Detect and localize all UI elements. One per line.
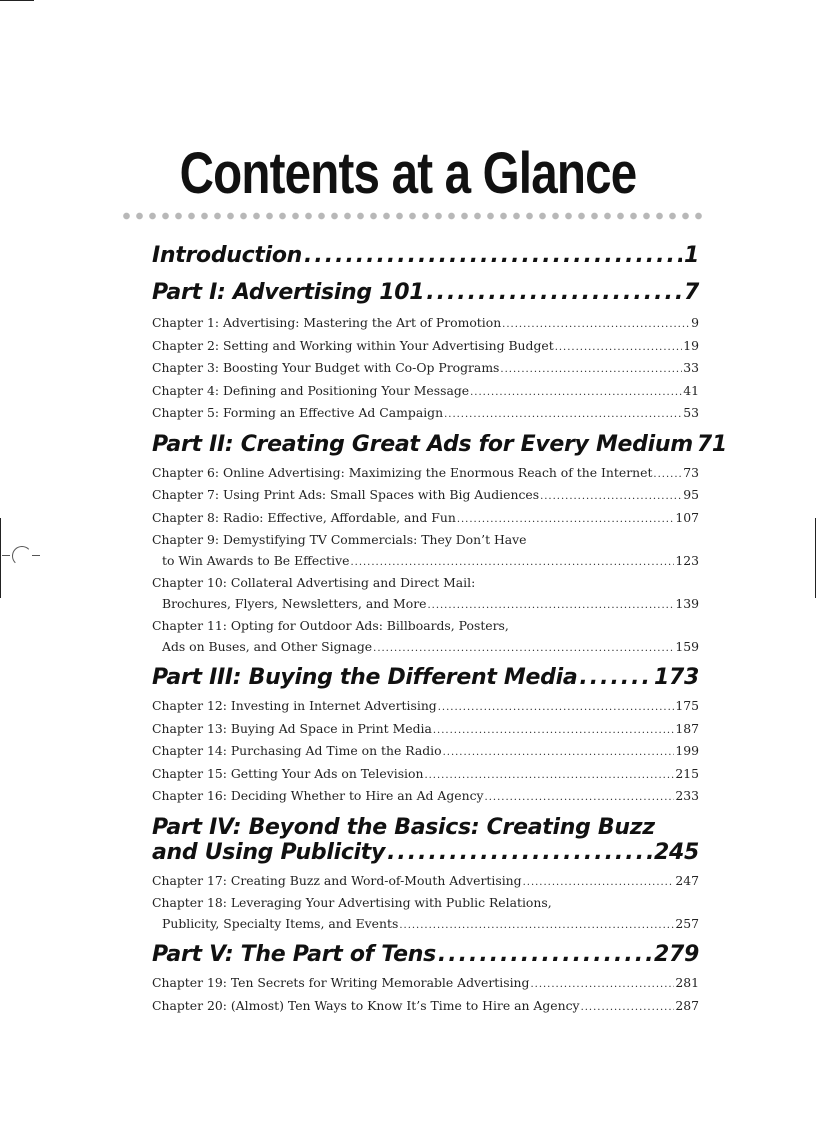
toc-chapter[interactable]	[152, 616, 699, 659]
chapter-page: 257	[675, 915, 699, 931]
dot-leader	[426, 280, 682, 305]
chapter-label: Chapter 1: Advertising: Mastering the Art of Promotion	[152, 315, 502, 330]
dot-leader	[470, 383, 682, 404]
dot-leader	[653, 465, 682, 486]
chapter-label: Chapter 4: Defining and Positioning Your Message	[152, 382, 470, 398]
toc-chapter[interactable]	[152, 893, 699, 936]
chapter-label: Chapter 7: Using Print Ads: Small Spaces with Big Audiences	[152, 487, 540, 502]
toc-chapter[interactable]	[152, 719, 699, 742]
chapter-page: 107	[675, 509, 699, 525]
toc-chapter[interactable]	[152, 996, 699, 1019]
chapter-page: 9	[691, 315, 699, 330]
page-title: Contents at a Glance	[179, 141, 637, 206]
part-label: Part III: Buying the Different Media	[152, 665, 578, 690]
dot-leader	[424, 766, 674, 787]
toc-chapter[interactable]	[152, 764, 699, 787]
chapter-label: Chapter 5: Forming an Effective Ad Campaign	[152, 405, 444, 420]
chapter-page: 281	[675, 975, 699, 990]
dot-leader	[438, 698, 675, 719]
dot-leader	[500, 360, 682, 381]
toc-entry-introduction[interactable]	[152, 243, 699, 268]
dot-leader	[387, 840, 652, 865]
toc-chapter[interactable]	[152, 871, 699, 894]
chapter-page: 53	[683, 405, 699, 420]
toc-chapter[interactable]	[152, 313, 699, 336]
toc-part-2[interactable]	[152, 431, 727, 457]
part-label: Part V: The Part of Tens	[152, 942, 436, 967]
entry-label: Introduction	[152, 243, 303, 268]
toc-chapter[interactable]	[152, 530, 699, 573]
chapter-label-line2: Publicity, Specialty Items, and Events	[162, 915, 399, 931]
chapter-list-part-5	[152, 973, 699, 1018]
chapter-page: 139	[675, 595, 699, 611]
part-label-line1: Part IV: Beyond the Basics: Creating Buzz	[152, 814, 655, 840]
toc-chapter[interactable]	[152, 973, 699, 996]
dot-leader	[555, 338, 683, 359]
dot-leader	[530, 975, 674, 996]
registration-mark-icon	[12, 546, 32, 566]
entry-page: 1	[683, 243, 699, 268]
toc-chapter[interactable]	[152, 508, 699, 531]
dot-leader	[373, 639, 674, 660]
toc-chapter[interactable]	[152, 696, 699, 719]
chapter-label: Chapter 15: Getting Your Ads on Television	[152, 765, 424, 781]
chapter-label-line1: Chapter 10: Collateral Advertising and Direct Mail:	[152, 575, 476, 590]
part-label-line2: and Using Publicity	[152, 839, 386, 865]
chapter-list-part-4	[152, 871, 699, 937]
dot-leader	[523, 873, 675, 894]
chapter-page: 175	[675, 698, 699, 713]
chapter-page: 287	[675, 997, 699, 1013]
decorative-dot-rule	[120, 209, 706, 223]
dot-leader	[485, 788, 675, 809]
toc-part-4[interactable]	[152, 815, 699, 865]
chapter-page: 199	[675, 743, 699, 758]
chapter-label-line2: Brochures, Flyers, Newsletters, and More	[162, 595, 427, 611]
dot-leader	[540, 487, 682, 508]
chapter-list-part-1	[152, 313, 699, 426]
dot-leader	[438, 942, 652, 967]
crop-mark-left	[0, 518, 1, 598]
dot-leader	[444, 405, 682, 426]
chapter-page: 95	[683, 487, 699, 502]
toc-chapter[interactable]	[152, 403, 699, 426]
dot-leader	[350, 553, 674, 574]
chapter-label: Chapter 3: Boosting Your Budget with Co-Op Programs	[152, 360, 500, 375]
chapter-label: Chapter 19: Ten Secrets for Writing Memorable Advertising	[152, 975, 530, 990]
chapter-page: 33	[683, 360, 699, 375]
chapter-label-line1: Chapter 18: Leveraging Your Advertising with Public Relations,	[152, 895, 552, 910]
dot-leader	[427, 596, 674, 617]
part-page: 173	[653, 665, 699, 690]
dot-leader	[443, 743, 675, 764]
chapter-page: 233	[675, 788, 699, 803]
chapter-label: Chapter 6: Online Advertising: Maximizing the Enormous Reach of the Internet	[152, 464, 653, 480]
chapter-label: Chapter 20: (Almost) Ten Ways to Know It’s Time to Hire an Agency	[152, 997, 580, 1013]
toc-part-5[interactable]	[152, 942, 699, 967]
chapter-label: Chapter 12: Investing in Internet Advertising	[152, 698, 437, 713]
crop-mark-top	[0, 0, 34, 1]
chapter-label: Chapter 13: Buying Ad Space in Print Media	[152, 720, 432, 736]
dot-leader	[457, 510, 675, 531]
toc-chapter[interactable]	[152, 358, 699, 381]
chapter-label-line1: Chapter 11: Opting for Outdoor Ads: Billboards, Posters,	[152, 618, 509, 633]
table-of-contents	[152, 243, 727, 1018]
part-page: 279	[653, 942, 699, 967]
chapter-page: 187	[675, 720, 699, 736]
chapter-label-line2: Ads on Buses, and Other Signage	[162, 638, 373, 654]
dot-leader	[579, 665, 652, 690]
dot-leader	[581, 998, 675, 1019]
chapter-label: Chapter 2: Setting and Working within Your Advertising Budget	[152, 337, 554, 353]
toc-chapter[interactable]	[152, 485, 699, 508]
chapter-page: 123	[675, 552, 699, 568]
dot-leader	[502, 315, 690, 336]
part-page: 71	[696, 431, 727, 457]
toc-chapter[interactable]	[152, 573, 699, 616]
part-page: 245	[653, 839, 699, 865]
chapter-list-part-2	[152, 463, 699, 660]
chapter-label-line2: to Win Awards to Be Effective	[162, 552, 350, 568]
toc-part-1[interactable]	[152, 280, 699, 305]
dot-leader	[304, 243, 682, 268]
toc-part-3[interactable]	[152, 665, 699, 690]
chapter-page: 159	[675, 638, 699, 654]
toc-chapter[interactable]	[152, 741, 699, 764]
chapter-page: 73	[683, 464, 699, 480]
part-page: 7	[683, 280, 699, 305]
chapter-label: Chapter 16: Deciding Whether to Hire an Ad Agency	[152, 788, 484, 803]
chapter-label: Chapter 17: Creating Buzz and Word-of-Mouth Advertising	[152, 872, 522, 888]
registration-line-left	[2, 555, 10, 556]
toc-chapter[interactable]	[152, 336, 699, 359]
chapter-page: 215	[675, 765, 699, 781]
part-label: Part II: Creating Great Ads for Every Medium	[152, 431, 693, 457]
toc-chapter[interactable]	[152, 786, 699, 809]
chapter-label: Chapter 8: Radio: Effective, Affordable, and Fun	[152, 509, 456, 525]
chapter-page: 19	[683, 337, 699, 353]
dot-leader	[399, 916, 674, 937]
registration-line-right	[32, 555, 40, 556]
chapter-list-part-3	[152, 696, 699, 809]
chapter-label: Chapter 14: Purchasing Ad Time on the Radio	[152, 743, 442, 758]
toc-chapter[interactable]	[152, 463, 699, 486]
toc-chapter[interactable]	[152, 381, 699, 404]
chapter-page: 247	[675, 872, 699, 888]
chapter-page: 41	[683, 382, 699, 398]
dot-leader	[433, 721, 674, 742]
part-label: Part I: Advertising 101	[152, 280, 425, 305]
chapter-label-line1: Chapter 9: Demystifying TV Commercials: They Don’t Have	[152, 532, 527, 547]
